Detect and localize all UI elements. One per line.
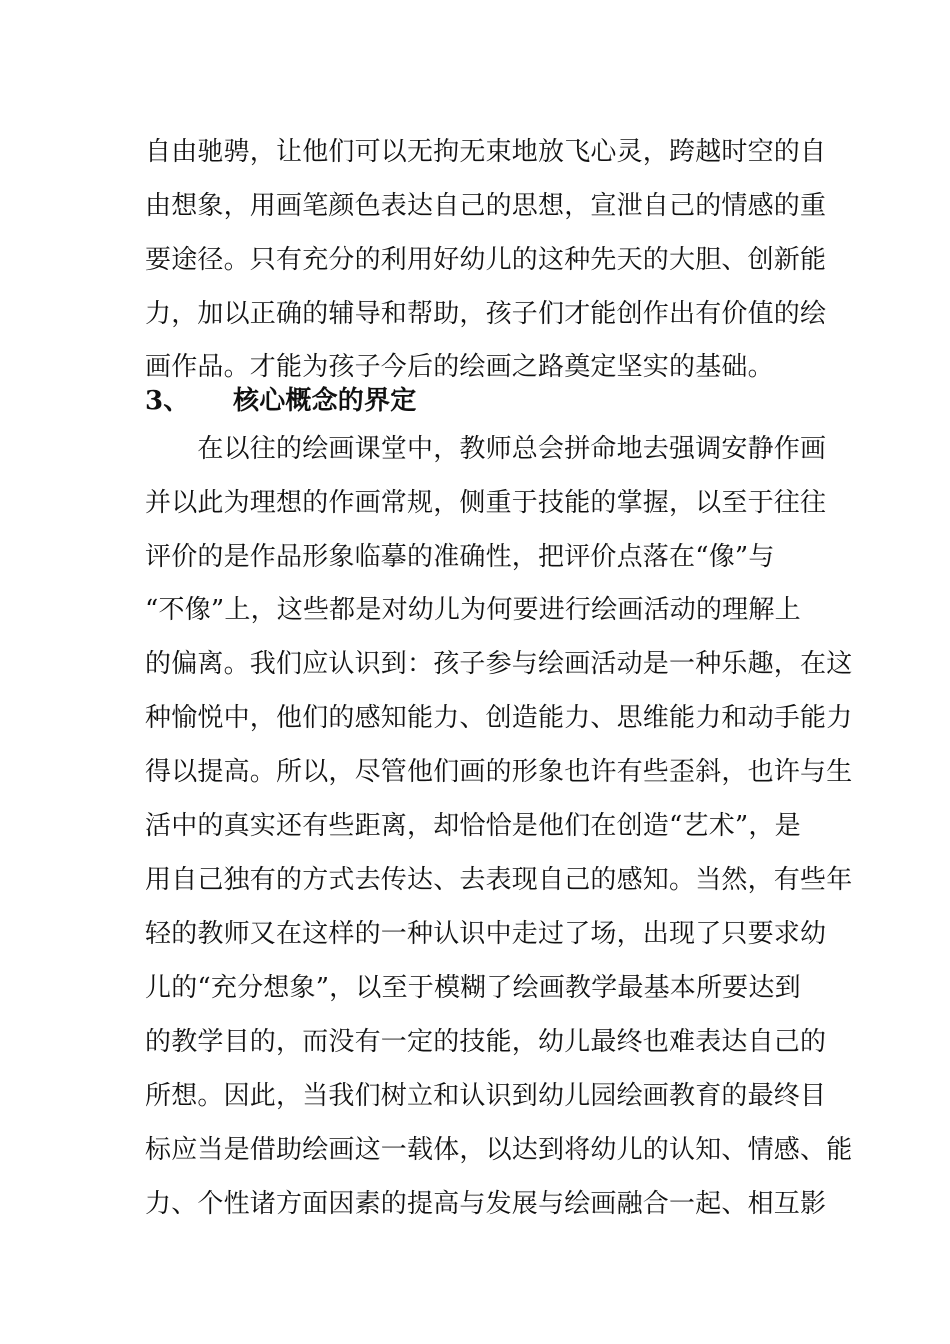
paragraph-line: 力、个性诸方面因素的提高与发展与绘画融合一起、相互影 <box>145 1189 827 1219</box>
paragraph-line: 标应当是借助绘画这一载体，以达到将幼儿的认知、情感、能 <box>145 1135 853 1165</box>
paragraph-line: 种愉悦中，他们的感知能力、创造能力、思维能力和动手能力 <box>145 703 853 733</box>
paragraph-line: 活中的真实还有些距离，却恰恰是他们在创造“艺术”，是 <box>145 811 801 841</box>
paragraph-line: 画作品。才能为孩子今后的绘画之路奠定坚实的基础。 <box>145 352 774 382</box>
section-heading <box>145 384 815 418</box>
paragraph-line: 评价的是作品形象临摹的准确性，把评价点落在“像”与 <box>145 542 775 572</box>
paragraph-line: 自由驰骋，让他们可以无拘无束地放飞心灵，跨越时空的自 <box>145 137 827 167</box>
paragraph-line: 并以此为理想的作画常规，侧重于技能的掌握，以至于往往 <box>145 488 827 518</box>
paragraph-line: 的偏离。我们应认识到：孩子参与绘画活动是一种乐趣，在这 <box>145 649 853 679</box>
paragraph-line: 得以提高。所以，尽管他们画的形象也许有些歪斜，也许与生 <box>145 757 853 787</box>
paragraph-line: 的教学目的，而没有一定的技能，幼儿最终也难表达自己的 <box>145 1027 827 1057</box>
paragraph-line: 在以往的绘画课堂中，教师总会拼命地去强调安静作画 <box>145 434 827 464</box>
paragraph-line: 儿的“充分想象”，以至于模糊了绘画教学最基本所要达到 <box>145 973 801 1003</box>
paragraph-line: 用自己独有的方式去传达、去表现自己的感知。当然，有些年 <box>145 865 853 895</box>
paragraph-line: 要途径。只有充分的利用好幼儿的这种先天的大胆、创新能 <box>145 245 827 275</box>
paragraph-line: “不像”上，这些都是对幼儿为何要进行绘画活动的理解上 <box>145 595 801 625</box>
paragraph-line: 力，加以正确的辅导和帮助，孩子们才能创作出有价值的绘 <box>145 299 827 329</box>
paragraph-line: 由想象，用画笔颜色表达自己的思想，宣泄自己的情感的重 <box>145 191 827 221</box>
paragraph-line: 所想。因此，当我们树立和认识到幼儿园绘画教育的最终目 <box>145 1081 827 1111</box>
section-number: 3、 <box>145 386 190 416</box>
paragraph-line: 轻的教师又在这样的一种认识中走过了场，出现了只要求幼 <box>145 919 827 949</box>
section-title: 核心概念的界定 <box>233 386 417 416</box>
